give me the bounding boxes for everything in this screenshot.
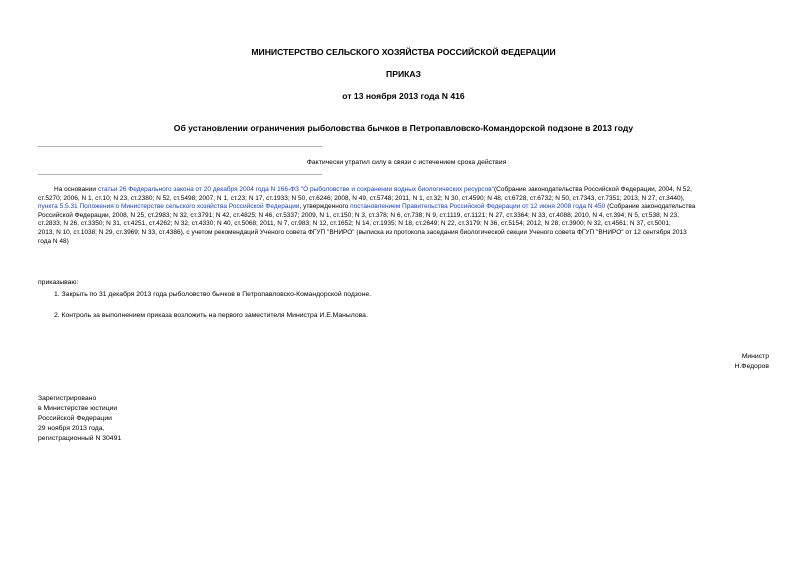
registration-block <box>38 394 121 444</box>
registration-line: Российской Федерации <box>38 415 112 422</box>
basis-line-7: года N 48) <box>38 237 69 245</box>
basis-line-5: ст.2833; N 26, ст.3350; N 31, ст.4251, ст.4262; N 32, ст.4330; N 40, ст.5068; 2011, N 7, ст.983; N 12, ст.1652; N 14, ст.1935; N 18, ст.2649; N 22, ст.3179; N 36, ст.5154; 2012, N 28, ст.3900; N 32, ст.4561; N 37, ст.5001; <box>38 220 671 228</box>
signature-name: Н.Федоров <box>734 362 769 370</box>
ministry-regulation-link[interactable]: пункта 5.5.31 Положения о Министерстве сельского хозяйства Российской Федерации <box>38 203 300 211</box>
basis-line-3: пункта 5.5.31 Положения о Министерстве сельского хозяйства Российской Федерации, утвержденного постановлением Правительства Российской Федерации от 12 июня 2008 года N 450 (Собрание законодательства <box>38 203 696 211</box>
basis-line-4: Российской Федерации, 2008, N 25, ст.2983; N 32, ст.3791; N 42, ст.4825; N 46, ст.5337; 2009, N 1, ст.150; N 3, ст.378; N 6, ст.738; N 9, ст.1119, ст.1121; N 27, ст.3364; N 33, ст.4088; 2010, N 4, ст.394; N 5, ст.538; N 23, <box>38 211 679 219</box>
order-item-2: 2. Контроль за выполнением приказа возложить на первого заместителя Министра И.Е.Манылова. <box>54 312 368 319</box>
status-notice: Фактически утратил силу в связи с истечением срока действия <box>306 159 507 166</box>
basis-paragraph <box>38 186 771 246</box>
signature-position: Министр <box>741 353 769 360</box>
basis-line-2: ст.5270; 2006, N 1, ст.10; N 23, ст.2380; N 52, ст.5498; 2007, N 1, ст.23; N 17, ст.1933; N 50, ст.6246; 2008, N 49, ст.5748; 2011, N 1, ст.32; N 30, ст.4590; N 48, ст.6728, ст.6732; N 50, ст.7343, ст.7351; 2013, N 27, ст.3440), <box>38 194 685 202</box>
order-word: приказываю: <box>38 279 79 286</box>
registration-line: в Министерстве юстиции <box>38 405 118 412</box>
order-item-1: 1. Закрыть по 31 декабря 2013 года рыболовство бычков в Петропавловско-Командорской подзоне. <box>54 291 372 298</box>
registration-line: 29 ноября 2013 года, <box>38 425 105 432</box>
registration-line: регистрационный N 30491 <box>38 435 122 442</box>
ministry-heading: МИНИСТЕРСТВО СЕЛЬСКОГО ХОЗЯЙСТВА РОССИЙСКОЙ ФЕДЕРАЦИИ <box>251 47 556 57</box>
basis-line-1: На основании статьи 26 Федерального закона от 20 декабря 2004 года N 166-ФЗ "О рыболовстве и сохранении водных биологических ресурсов"(Собрание законодательства Российской Федерации, 2004, N 52, <box>54 186 692 193</box>
federal-law-link[interactable]: статьи 26 Федерального закона от 20 декабря 2004 года N 166-ФЗ "О рыболовстве и сохранении водных биологических ресурсов" <box>97 186 494 193</box>
date-number-heading: от 13 ноября 2013 года N 416 <box>342 91 465 101</box>
government-resolution-link[interactable]: постановлением Правительства Российской Федерации от 12 июня 2008 года N 450 <box>350 203 606 211</box>
divider-bottom <box>38 174 322 175</box>
doc-type-heading: ПРИКАЗ <box>386 69 421 79</box>
signature-block <box>734 352 769 371</box>
document-title: Об установлении ограничения рыболовства бычков в Петропавловско-Командорской подзоне в 2013 году <box>173 123 634 133</box>
basis-line-6: 2013, N 10, ст.1038; N 29, ст.3969; N 33, ст.4386), с учетом рекомендаций Ученого совета ФГУП "ВНИРО" (выписка из протокола заседания биологической секции Ученого совета ФГУП "ВНИРО" от 12 сентября 2013 <box>38 228 687 236</box>
divider-top <box>38 146 322 147</box>
registration-line: Зарегистрировано <box>38 395 97 402</box>
